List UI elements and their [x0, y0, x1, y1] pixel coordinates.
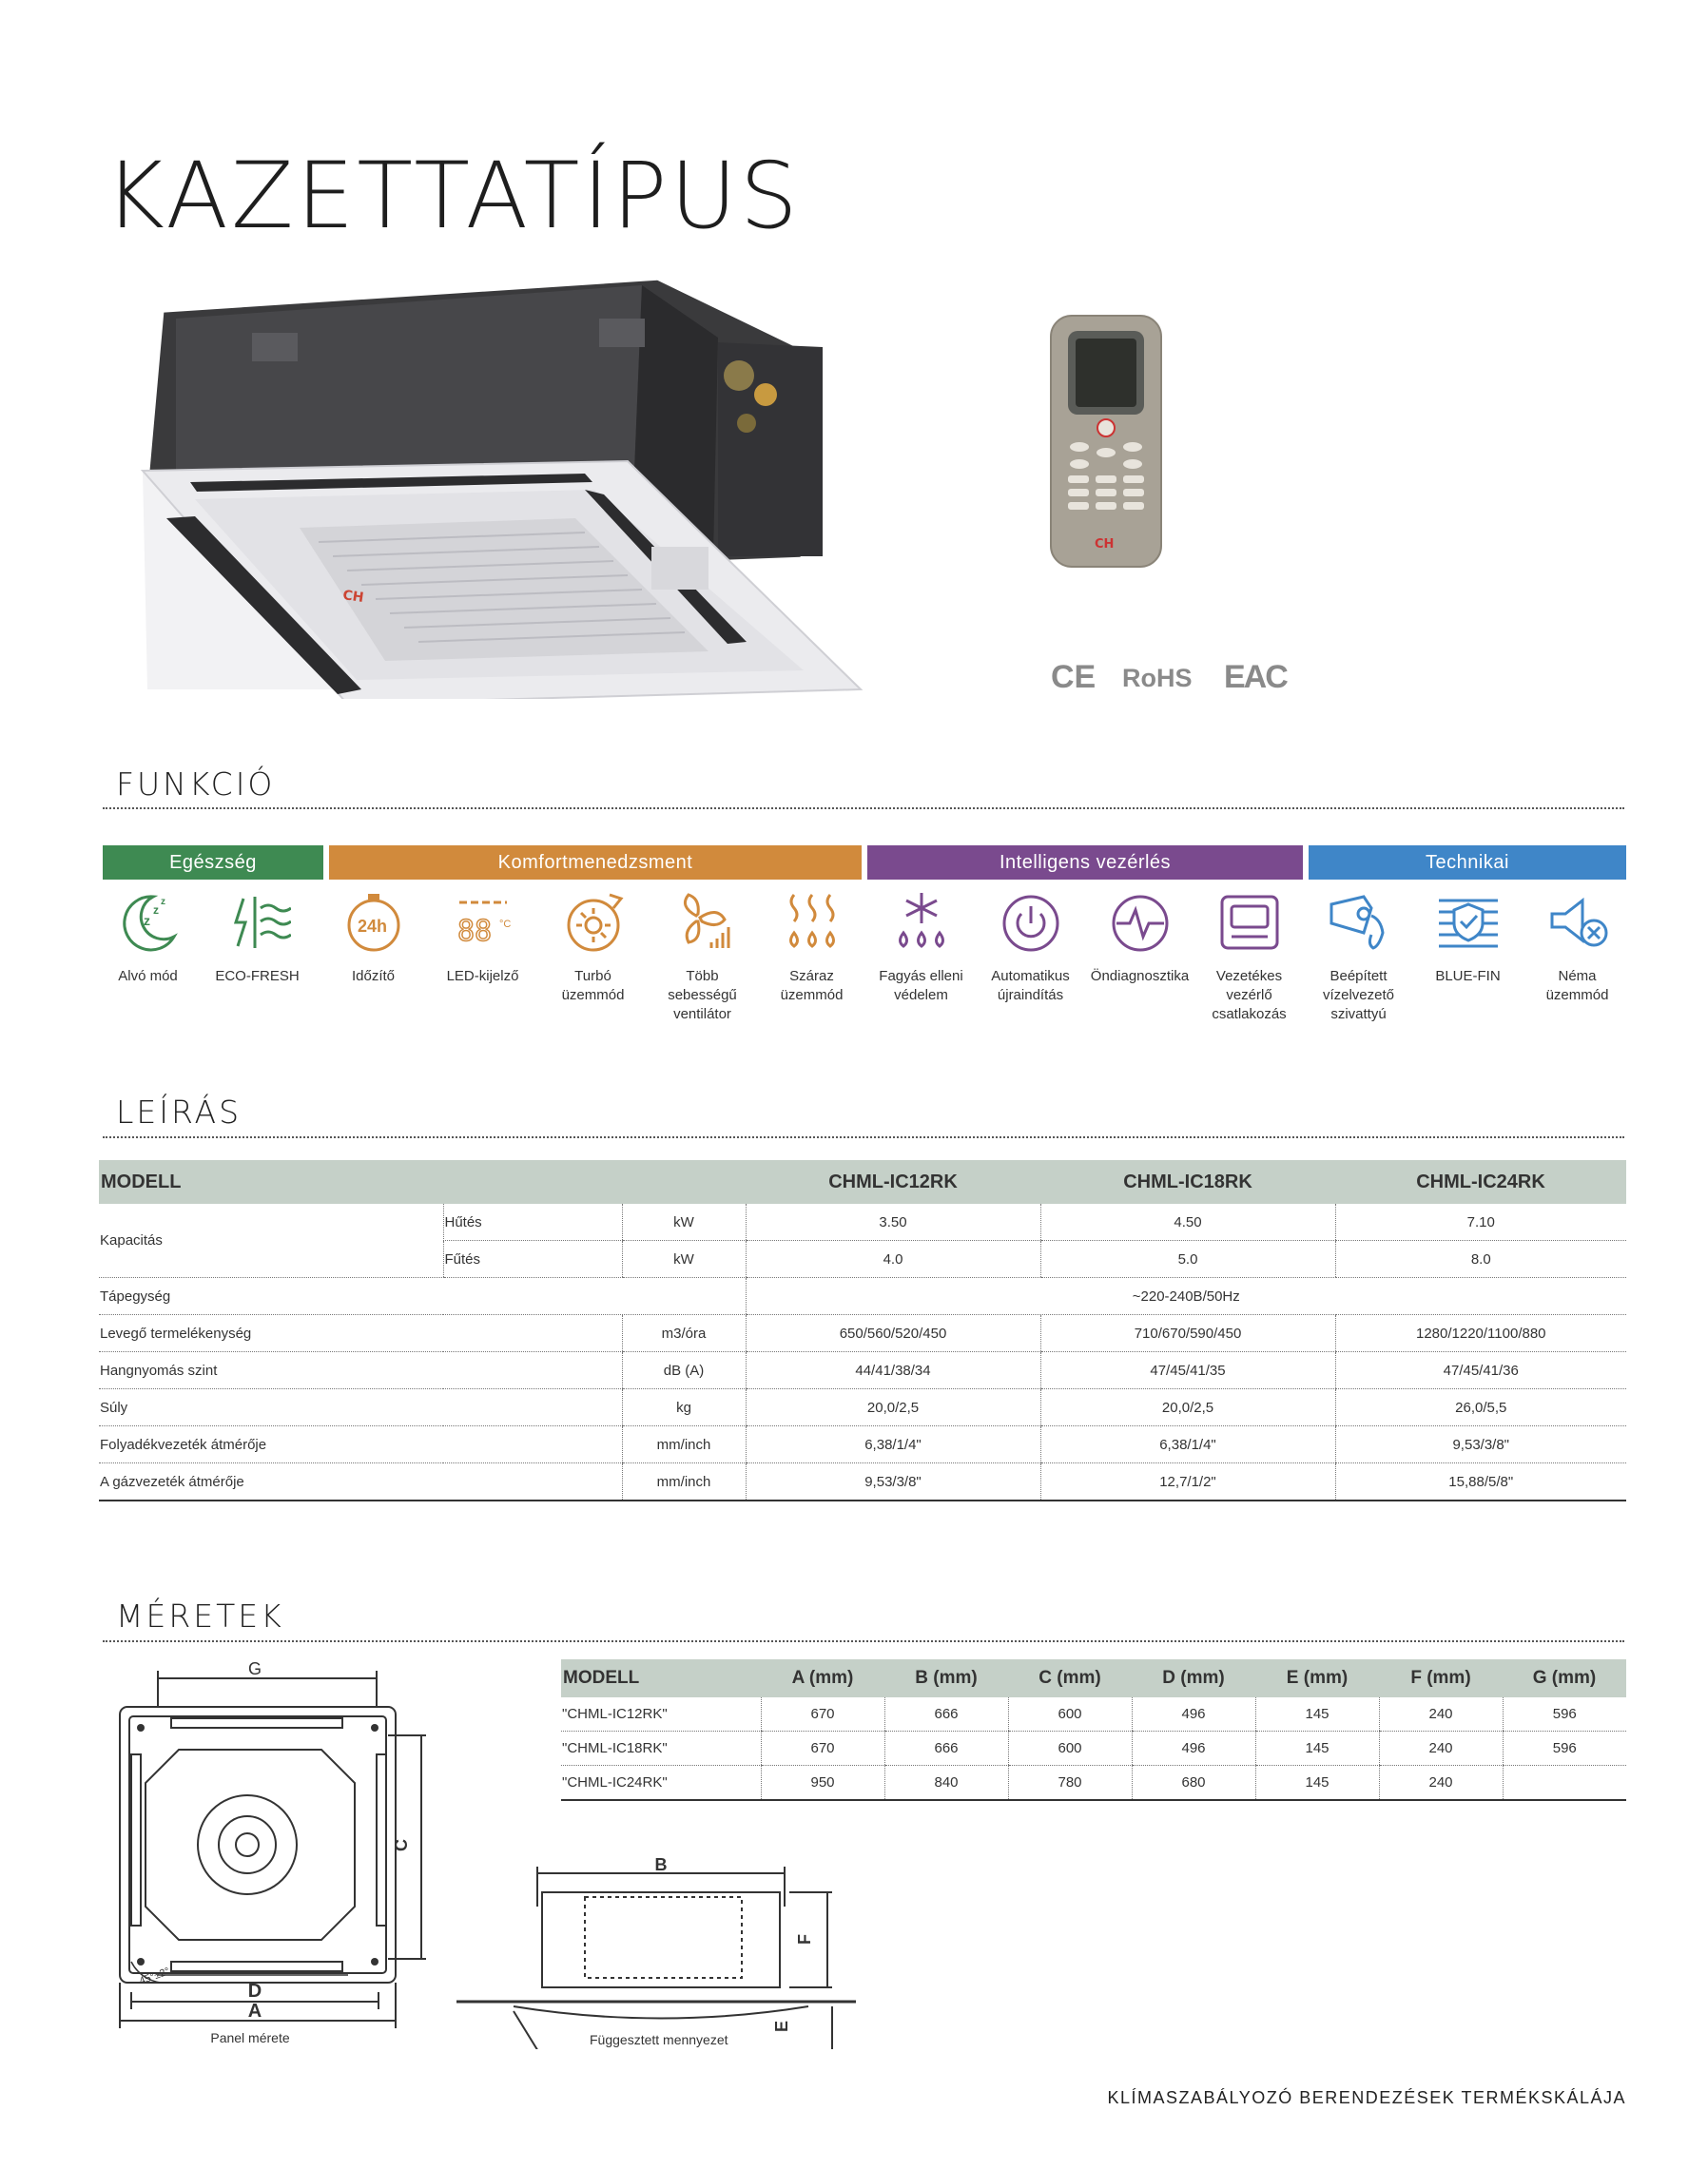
category-smart-control: Intelligens vezérlés	[867, 845, 1303, 880]
value-cell: 44/41/38/34	[746, 1352, 1040, 1389]
value-cell: 47/45/41/35	[1040, 1352, 1335, 1389]
dim-cell: 496	[1132, 1732, 1255, 1766]
value-cell: 12,7/1/2"	[1040, 1463, 1335, 1501]
value-cell: 4.0	[746, 1241, 1040, 1278]
dim-cell: 496	[1132, 1697, 1255, 1732]
self-diagnosis-icon	[1107, 889, 1174, 956]
dim-label-g: G	[247, 1659, 262, 1678]
svg-text:24h: 24h	[357, 917, 387, 936]
dim-cell: 670	[761, 1697, 884, 1732]
feature-turbo-mode	[538, 889, 648, 1005]
ce-mark: CE	[1051, 659, 1097, 695]
feature-blue-fin	[1413, 889, 1523, 986]
value-cell: 7.10	[1335, 1204, 1626, 1241]
dim-label-e: E	[772, 2020, 791, 2032]
eac-mark: EAC	[1224, 659, 1287, 695]
unit-cell: kW	[622, 1241, 746, 1278]
capacity-label: Kapacitás	[99, 1204, 443, 1278]
dim-label-d: D	[247, 1981, 262, 2002]
cooling-label: Hűtés	[443, 1204, 622, 1241]
spec-header-model-1: CHML-IC12RK	[746, 1160, 1040, 1204]
spec-header-model-3: CHML-IC24RK	[1335, 1160, 1626, 1204]
dim-cell: 840	[884, 1766, 1008, 1801]
row-label: Hangnyomás szint	[99, 1352, 622, 1389]
dim-label-b: B	[654, 1855, 668, 1874]
dim-cell: "CHML-IC18RK"	[561, 1732, 761, 1766]
table-row	[99, 1315, 1626, 1352]
feature-label: Néma üzemmód	[1545, 968, 1609, 1003]
feature-label: ECO-FRESH	[215, 968, 300, 984]
dim-cell: "CHML-IC24RK"	[561, 1766, 761, 1801]
feature-label: Több sebességű ventilátor	[668, 968, 737, 1022]
value-cell: 650/560/520/450	[746, 1315, 1040, 1352]
divider	[103, 1136, 1624, 1138]
feature-label: Időzítő	[351, 968, 396, 984]
spec-table	[99, 1160, 1626, 1501]
section-title-description: LEÍRÁS	[116, 1094, 243, 1131]
value-cell: 1280/1220/1100/880	[1335, 1315, 1626, 1352]
dim-cell: 145	[1255, 1697, 1379, 1732]
side-view-drawing	[456, 1849, 875, 2049]
dim-cell	[1503, 1766, 1626, 1801]
value-cell: 3.50	[746, 1204, 1040, 1241]
dim-header: C (mm)	[1008, 1659, 1132, 1697]
wired-controller-icon	[1216, 889, 1283, 956]
row-label: A gázvezeték átmérője	[99, 1463, 622, 1501]
unit-cell: m3/óra	[622, 1315, 746, 1352]
remote-logo: CH	[1095, 537, 1115, 552]
silent-mode-icon	[1544, 889, 1611, 956]
table-row	[99, 1352, 1626, 1389]
cassette-unit-image	[138, 271, 880, 699]
unit-cell: mm/inch	[622, 1463, 746, 1501]
feature-self-diagnosis	[1085, 889, 1194, 986]
svg-text:°C: °C	[498, 919, 511, 930]
feature-label: Turbó üzemmód	[561, 968, 625, 1003]
heating-label: Fűtés	[443, 1241, 622, 1278]
value-cell: 47/45/41/36	[1335, 1352, 1626, 1389]
svg-text:CH: CH	[341, 588, 365, 607]
footer-text: KLÍMASZABÁLYOZÓ BERENDEZÉSEK TERMÉKSKÁLÁJA	[1107, 2088, 1626, 2107]
auto-restart-icon	[998, 889, 1064, 956]
svg-text:z: z	[152, 903, 159, 917]
dim-cell: 950	[761, 1766, 884, 1801]
feature-multi-speed-fan	[648, 889, 757, 1024]
table-row	[99, 1463, 1626, 1501]
dim-cell: 666	[884, 1732, 1008, 1766]
dim-header: A (mm)	[761, 1659, 884, 1697]
value-cell: 20,0/2,5	[1040, 1389, 1335, 1426]
dim-cell: 596	[1503, 1732, 1626, 1766]
panel-size-label: Panel mérete	[210, 2030, 290, 2045]
drain-pump-icon	[1326, 889, 1392, 956]
feature-drain-pump	[1304, 889, 1413, 1024]
dry-mode-icon	[779, 889, 845, 956]
dim-cell: 600	[1008, 1697, 1132, 1732]
spec-header-row	[99, 1160, 1626, 1204]
value-cell: 9,53/3/8"	[746, 1463, 1040, 1501]
dim-cell: 780	[1008, 1766, 1132, 1801]
rohs-mark: RoHS	[1122, 664, 1193, 692]
dim-header-row	[561, 1659, 1626, 1697]
feature-eco-fresh	[203, 889, 312, 986]
feature-label: Automatikus újraindítás	[991, 968, 1070, 1003]
row-label: Folyadékvezeték átmérője	[99, 1426, 622, 1463]
multi-speed-fan-icon	[670, 889, 736, 956]
feature-wired-controller	[1194, 889, 1304, 1024]
svg-text:z: z	[160, 897, 165, 907]
feature-label: Fagyás elleni védelem	[879, 968, 963, 1003]
section-title-function: FUNKCIÓ	[116, 765, 276, 803]
top-view-drawing	[103, 1659, 445, 2049]
dim-cell: 600	[1008, 1732, 1132, 1766]
feature-auto-restart	[976, 889, 1085, 1005]
feature-led-display	[428, 889, 537, 986]
feature-timer	[319, 889, 428, 986]
divider	[103, 807, 1624, 809]
suspended-ceiling-label: Függesztett mennyezet	[590, 2032, 728, 2047]
blue-fin-icon	[1435, 889, 1502, 956]
led-display-icon	[450, 889, 516, 956]
power-label: Tápegység	[99, 1278, 746, 1315]
table-row	[99, 1204, 1626, 1241]
table-row	[99, 1389, 1626, 1426]
row-label: Levegő termelékenység	[99, 1315, 622, 1352]
divider	[103, 1640, 1624, 1642]
dimension-table	[561, 1659, 1626, 1801]
dim-cell: 145	[1255, 1732, 1379, 1766]
unit-cell: dB (A)	[622, 1352, 746, 1389]
section-title-dimensions: MÉRETEK	[116, 1598, 284, 1635]
feature-label: LED-kijelző	[446, 968, 519, 984]
table-row	[561, 1766, 1626, 1801]
dim-cell: 240	[1379, 1766, 1503, 1801]
value-cell: 8.0	[1335, 1241, 1626, 1278]
value-cell: 4.50	[1040, 1204, 1335, 1241]
spec-header-model-2: CHML-IC18RK	[1040, 1160, 1335, 1204]
unit-cell: kW	[622, 1204, 746, 1241]
value-cell: 6,38/1/4"	[1040, 1426, 1335, 1463]
category-comfort: Komfortmenedzsment	[329, 845, 862, 880]
page-title: KAZETTATÍPUS	[105, 143, 801, 249]
feature-label: Száraz üzemmód	[780, 968, 844, 1003]
dim-cell: 596	[1503, 1697, 1626, 1732]
table-row	[561, 1697, 1626, 1732]
dim-header: B (mm)	[884, 1659, 1008, 1697]
dim-header: E (mm)	[1255, 1659, 1379, 1697]
value-cell: 20,0/2,5	[746, 1389, 1040, 1426]
dim-cell: 670	[761, 1732, 884, 1766]
dim-cell: "CHML-IC12RK"	[561, 1697, 761, 1732]
eco-fresh-icon	[224, 889, 291, 956]
power-value: ~220-240В/50Hz	[746, 1278, 1626, 1315]
category-health: Egészség	[103, 845, 323, 880]
sleep-moon-icon	[115, 889, 182, 956]
value-cell: 5.0	[1040, 1241, 1335, 1278]
remote-control-image	[1049, 314, 1163, 571]
dim-header: D (mm)	[1132, 1659, 1255, 1697]
dim-header: G (mm)	[1503, 1659, 1626, 1697]
dim-label-c: C	[392, 1839, 411, 1851]
dim-cell: 666	[884, 1697, 1008, 1732]
feature-label: Alvó mód	[118, 968, 178, 984]
anti-freeze-icon	[888, 889, 955, 956]
feature-label: Öndiagnosztika	[1090, 968, 1190, 984]
unit-cell: mm/inch	[622, 1426, 746, 1463]
dim-label-a: A	[247, 2001, 262, 2022]
spec-header-model: MODELL	[99, 1160, 746, 1204]
dim-cell: 240	[1379, 1732, 1503, 1766]
dim-header: F (mm)	[1379, 1659, 1503, 1697]
feature-dry-mode	[757, 889, 866, 1005]
feature-silent-mode	[1523, 889, 1632, 1005]
feature-label: Beépített vízelvezető szivattyú	[1322, 968, 1395, 1022]
category-technical: Technikai	[1309, 845, 1626, 880]
table-row	[99, 1426, 1626, 1463]
dim-cell: 680	[1132, 1766, 1255, 1801]
feature-label: BLUE-FIN	[1435, 968, 1501, 984]
svg-text:88: 88	[456, 915, 492, 948]
dim-header: MODELL	[561, 1659, 761, 1697]
row-label: Súly	[99, 1389, 622, 1426]
value-cell: 6,38/1/4"	[746, 1426, 1040, 1463]
value-cell: 15,88/5/8"	[1335, 1463, 1626, 1501]
table-row	[99, 1278, 1626, 1315]
feature-label: Vezetékes vezérlő csatlakozás	[1212, 968, 1287, 1022]
dim-cell: 145	[1255, 1766, 1379, 1801]
unit-cell: kg	[622, 1389, 746, 1426]
feature-anti-freeze	[866, 889, 976, 1005]
value-cell: 26,0/5,5	[1335, 1389, 1626, 1426]
timer-24h-icon	[340, 889, 407, 956]
turbo-mode-icon	[560, 889, 627, 956]
table-row	[561, 1732, 1626, 1766]
svg-text:z: z	[143, 913, 150, 928]
value-cell: 9,53/3/8"	[1335, 1426, 1626, 1463]
dim-cell: 240	[1379, 1697, 1503, 1732]
dim-label-angle: 45°±2°	[137, 1966, 172, 1987]
feature-sleep-mode	[93, 889, 203, 986]
value-cell: 710/670/590/450	[1040, 1315, 1335, 1352]
dim-label-f: F	[795, 1934, 814, 1945]
